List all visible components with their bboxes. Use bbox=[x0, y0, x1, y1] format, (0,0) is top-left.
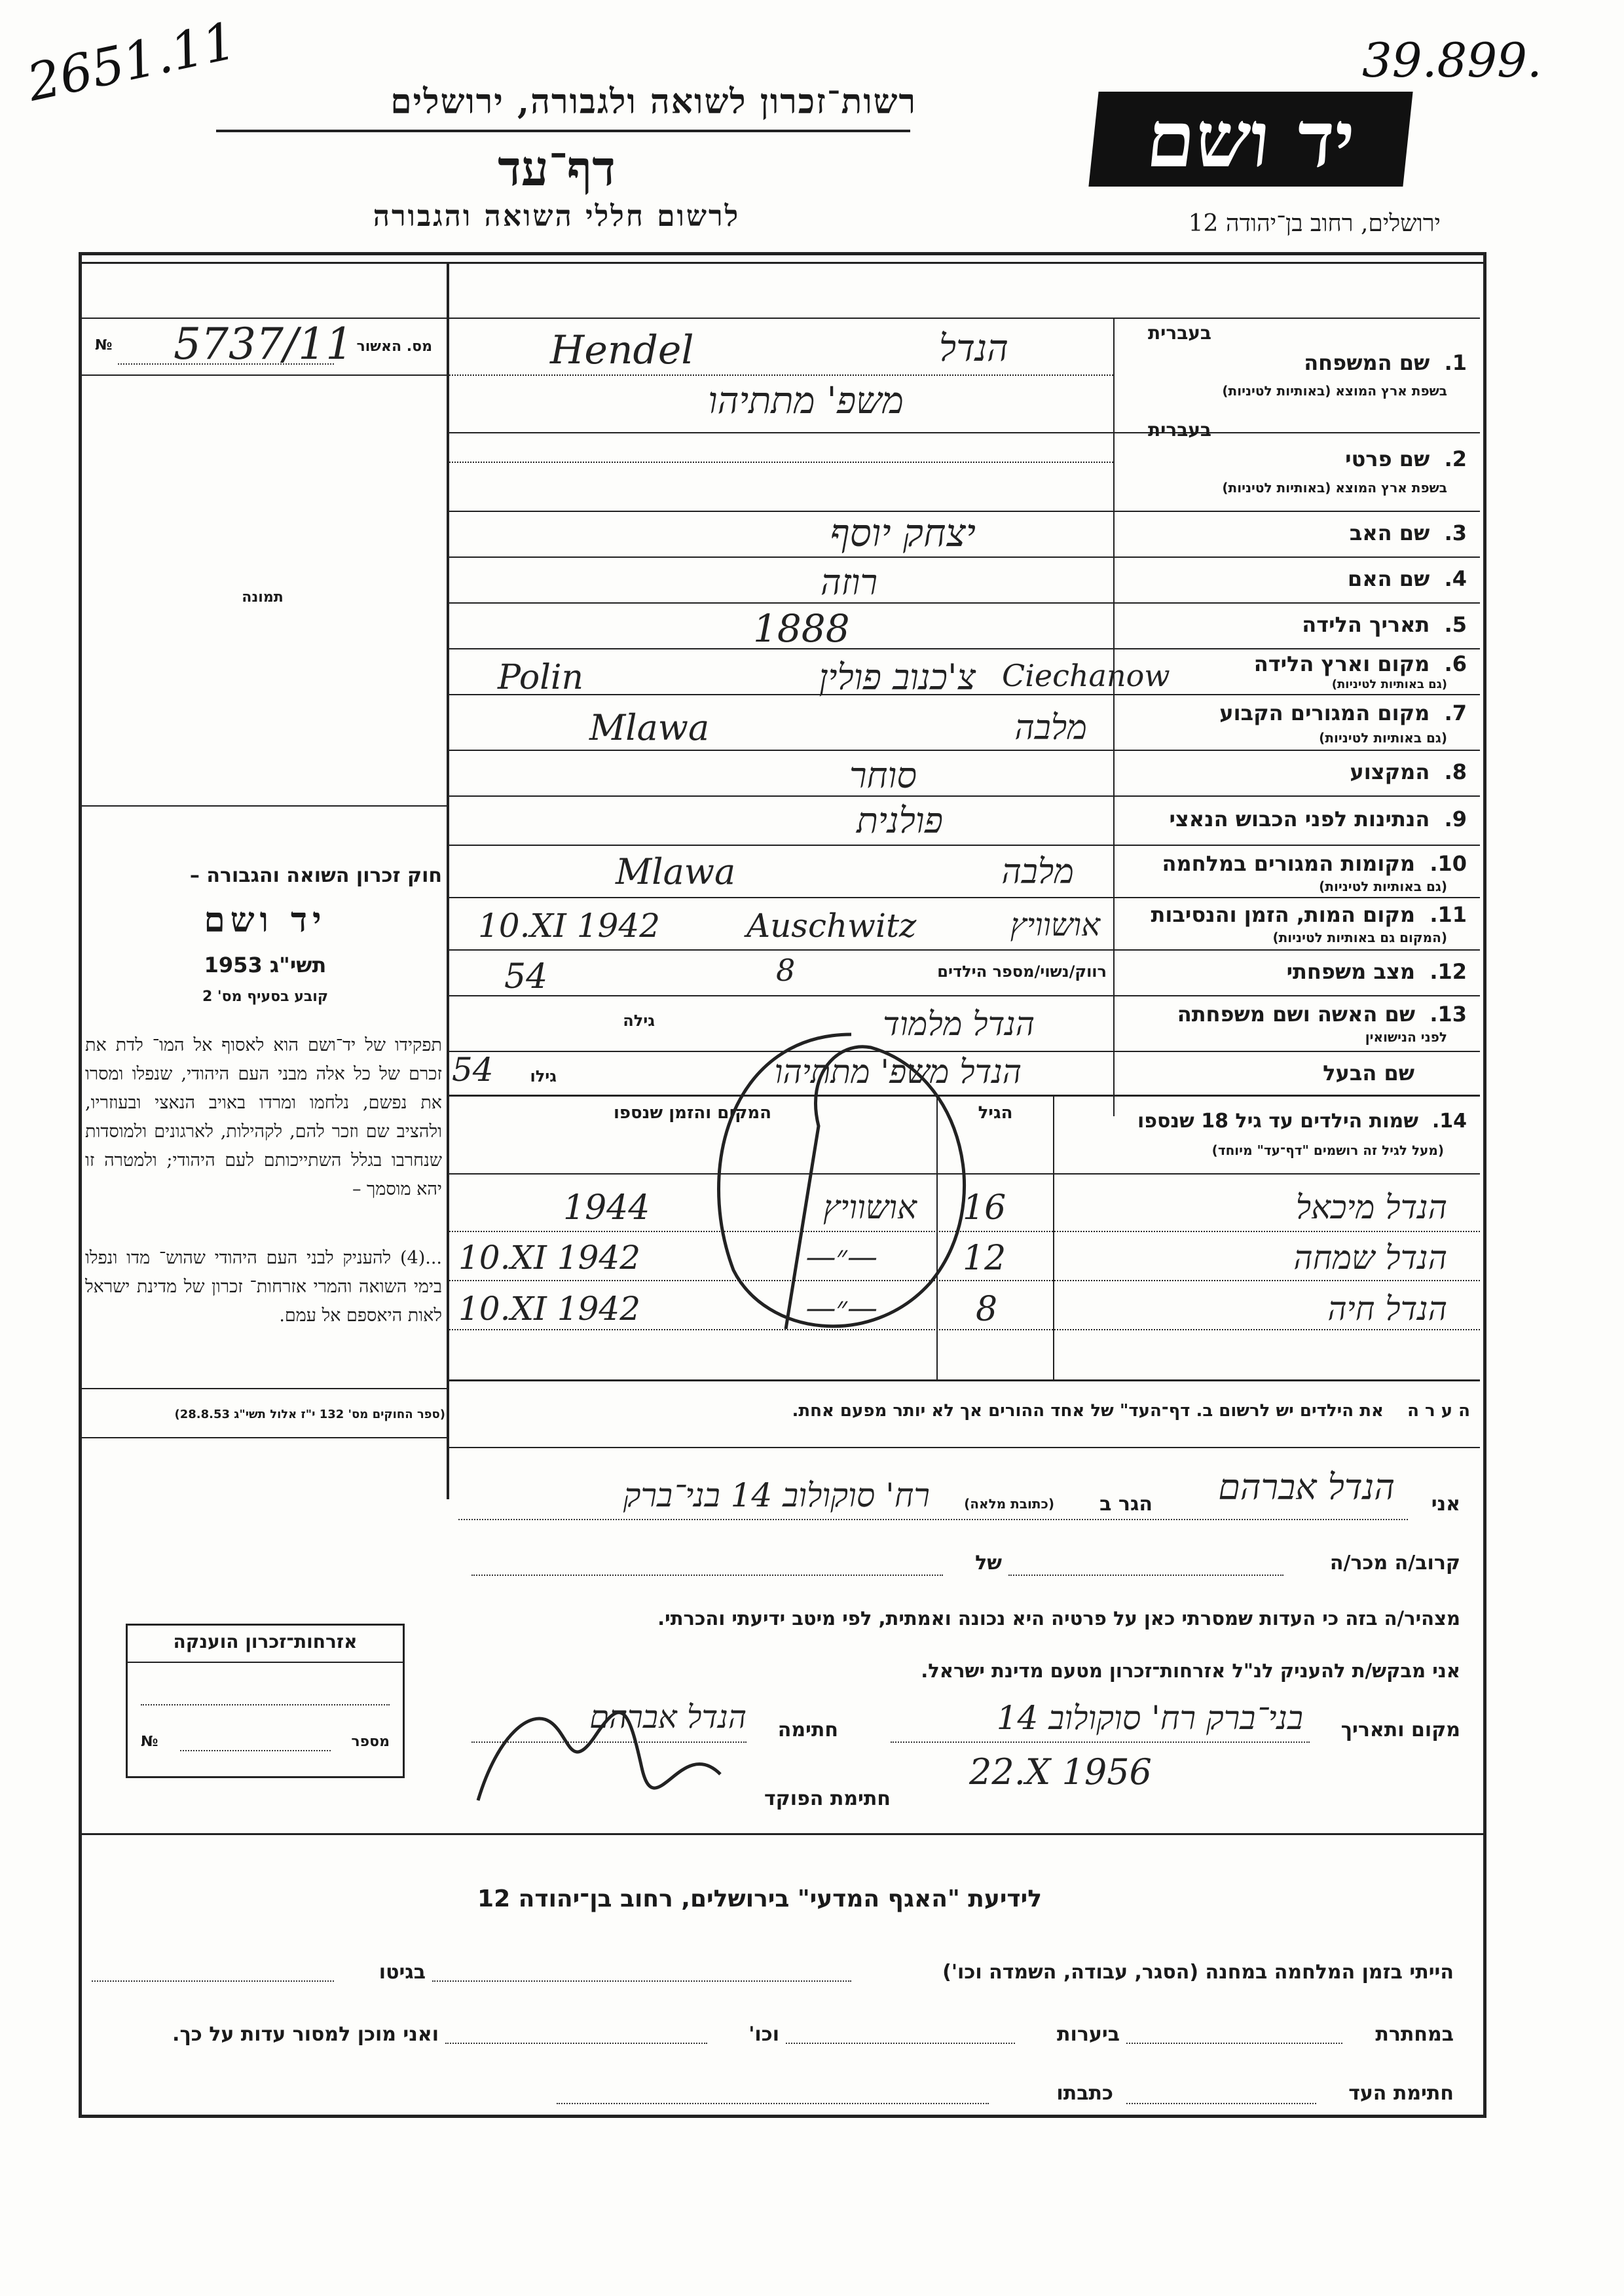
wife-age-value: 54 bbox=[504, 957, 548, 996]
child-age: 16 bbox=[963, 1188, 1006, 1228]
authority-underline bbox=[216, 130, 910, 132]
declarant-name: הנדל אברהם bbox=[1218, 1467, 1395, 1508]
child-age: 8 bbox=[976, 1290, 998, 1329]
note-text: את הילדים יש לרשום ב. דף־העד" של אחד ההורים אך לא יותר מפעם אחת. bbox=[792, 1401, 1384, 1421]
field-11-number: 11. bbox=[1430, 902, 1467, 927]
wife-age-label: גילה bbox=[623, 1011, 655, 1030]
memorial-citizenship-title: אזרחות־זכרון הוענקה bbox=[173, 1631, 358, 1652]
footer-line3-a: חתימת העד bbox=[1348, 2082, 1454, 2105]
field-10-number: 10. bbox=[1430, 851, 1467, 876]
husband-label: שם הבעל bbox=[1323, 1061, 1414, 1085]
field-11-value-date: 10.XI 1942 bbox=[478, 907, 661, 945]
authority-name: רשות־זכרון לשואה ולגבורה, ירושלים bbox=[390, 82, 917, 122]
field-10-name: מקומות המגורים במלחמה bbox=[1162, 851, 1416, 876]
field-10-value-latin: Mlawa bbox=[616, 851, 736, 892]
child-date: 10.XI 1942 bbox=[458, 1290, 641, 1328]
field-13-number: 13. bbox=[1430, 1002, 1467, 1027]
law-name: יד ושם bbox=[204, 900, 327, 940]
child-name: הנדל שמחה bbox=[1293, 1239, 1447, 1277]
law-text-paragraph-2: ...(4) להעניק לבני העם היהודי שהוש־ מדו ונפלו בימי השואה והמרי אזרחות־ זכרון של מדינת ישראל לאות היאספם אל עמם. bbox=[85, 1248, 442, 1326]
field-1-value-extra: משפ' מתתיהו bbox=[708, 380, 904, 422]
field-1-value-latin: Hendel bbox=[550, 327, 694, 373]
field-12-number: 12. bbox=[1430, 959, 1467, 984]
field-7-name: מקום המגורים הקבוע bbox=[1219, 701, 1430, 725]
field-11-sub: (המקום גם באותיות לטיניות) bbox=[1272, 930, 1447, 945]
field-1-name: שם המשפחה bbox=[1304, 350, 1430, 375]
field-2-number: 2. bbox=[1444, 446, 1467, 471]
field-7-sub: (גם באותיות לטיניות) bbox=[1319, 730, 1447, 746]
footer-line2-d: ואני מוכן למסור עדות על כך. bbox=[172, 2023, 439, 2046]
field-9-number: 9. bbox=[1444, 807, 1467, 831]
children-col-place: המקום והזמן שנספו bbox=[613, 1103, 772, 1123]
memorial-number-sign: № bbox=[141, 1734, 158, 1750]
child-place: —״— bbox=[805, 1290, 877, 1325]
field-8-name: המקצוע bbox=[1350, 759, 1430, 784]
field-6-value-latin: Ciechanow bbox=[1002, 658, 1170, 693]
left-column-divider bbox=[447, 262, 449, 1499]
handwritten-loop-mark bbox=[655, 995, 1022, 1362]
field-5-number: 5. bbox=[1444, 612, 1467, 637]
declaration-date: 22.X 1956 bbox=[969, 1751, 1152, 1793]
field-1-sub: בשפת ארץ המוצא (באותיות לטיניות) bbox=[1222, 383, 1447, 399]
field-6-name: מקום וארץ הלידה bbox=[1253, 651, 1430, 676]
field-7-value-latin: Mlawa bbox=[589, 707, 710, 748]
law-section: קובע בסעיף מס' 2 bbox=[202, 989, 329, 1005]
approval-no-sign: № bbox=[95, 337, 113, 354]
approval-number-value: 5737/11 bbox=[174, 319, 354, 369]
field-6-value-latin2: Polin bbox=[498, 658, 583, 697]
signature-value: הנדל אברהם bbox=[589, 1699, 747, 1736]
field-13-label bbox=[1120, 1002, 1467, 1027]
child-date: 10.XI 1942 bbox=[458, 1239, 641, 1277]
handwritten-signature-mark bbox=[471, 1696, 747, 1807]
children-label bbox=[1058, 1110, 1467, 1133]
declaration-statement: מצהיר/ה בזה כי העדות שמסרתי כאן על פרטיה היא נכונה ואמתית, לפי מיטב ידיעתי והכרתי. bbox=[657, 1607, 1460, 1630]
field-2-label bbox=[1120, 446, 1467, 471]
field-5-value: 1888 bbox=[753, 606, 850, 651]
field-13-sub: לפני הנישואין bbox=[1365, 1029, 1447, 1045]
field-1-label bbox=[1120, 350, 1467, 375]
law-citation: (ספר החוקים מס' 132 י"ז אלול תשי"ג 28.8.53) bbox=[174, 1408, 445, 1421]
field-5-label bbox=[1120, 612, 1467, 637]
declarant-address: רח' סוקולוב 14 בני־ברק bbox=[623, 1476, 930, 1514]
field-4-number: 4. bbox=[1444, 566, 1467, 591]
child-place: —״— bbox=[805, 1239, 877, 1274]
field-3-value: יצחק יוסף bbox=[830, 511, 976, 555]
form-subtitle: לרשום חללי השואה והגבורה bbox=[373, 200, 741, 233]
place-date-label: מקום ותאריך bbox=[1340, 1719, 1460, 1741]
husband-age-value: 54 bbox=[452, 1051, 494, 1089]
photo-placeholder-label: תמונה bbox=[242, 589, 284, 606]
field-5-name: תאריך הלידה bbox=[1302, 612, 1430, 637]
field-11-label bbox=[1120, 902, 1467, 927]
footer-line2-c: וכו' bbox=[748, 2023, 779, 2046]
field-8-number: 8. bbox=[1444, 759, 1467, 784]
children-number: 14. bbox=[1431, 1110, 1467, 1133]
husband-age-label: גילו bbox=[530, 1067, 557, 1085]
field-4-label bbox=[1120, 566, 1467, 591]
field-7-label bbox=[1120, 701, 1467, 725]
field-9-label bbox=[1120, 807, 1467, 831]
field-6-value-hebrew: צ'כנוב פולין bbox=[819, 657, 976, 698]
field-13-value: הנדל מלמוד bbox=[883, 1005, 1035, 1043]
memorial-number-label: מספר bbox=[351, 1734, 390, 1750]
field-3-number: 3. bbox=[1444, 520, 1467, 545]
declaration-resides-sub: (כתובת מלאה) bbox=[964, 1496, 1054, 1512]
footer-line1-b: בגיטו bbox=[378, 1961, 426, 1984]
footer-line2-b: ביערות bbox=[1057, 2023, 1120, 2046]
field-11-value-latin: Auschwitz bbox=[747, 907, 917, 945]
law-title: חוק זכרון השואה והגבורה – bbox=[189, 864, 442, 887]
footer-line3-b: כתבתו bbox=[1056, 2082, 1113, 2105]
handwritten-reference-number: 2651.11 bbox=[22, 11, 242, 113]
field-8-value: סוחר bbox=[849, 755, 917, 796]
child-name: הנדל חיה bbox=[1327, 1290, 1447, 1328]
declaration-resides: הגר ב bbox=[1099, 1493, 1153, 1516]
field-11-name: מקום המות, הזמן והנסיבות bbox=[1151, 902, 1416, 927]
label-column-divider bbox=[1113, 318, 1115, 1116]
field-4-value: רוזה bbox=[820, 562, 877, 603]
field-12-options: רווק/נשוי/מספר הילדים bbox=[937, 962, 1107, 981]
field-6-label bbox=[1120, 651, 1467, 676]
field-1-tag: בעברית bbox=[1147, 322, 1211, 344]
field-9-name: הנתינות לפני הכבוש הנאצי bbox=[1169, 807, 1430, 831]
field-10-value-hebrew: מלבה bbox=[1001, 852, 1074, 892]
field-12-name: מצב משפחתי bbox=[1286, 959, 1416, 984]
field-8-label bbox=[1120, 759, 1467, 784]
law-text-paragraph-1: תפקידו של יד־ושם הוא לאסוף אל המו־ לדת את זכרם של כל אלה מבני העם היהודי, שנפלו ומסרו את נפשם, נלחמו ומרדו באויב הנאצי ובעוזריו, ולהציב שם וזכר להם, לקהילות, לארגונים ולמוסדות שנחרבו בגלל השתייכותם לעם היהודי; ולמטרה זו יהא מוסמך – bbox=[85, 1035, 442, 1199]
field-3-label bbox=[1120, 520, 1467, 545]
signature-label: חתימה bbox=[777, 1719, 838, 1741]
husband-value: הנדל משפ' מתתיהו bbox=[774, 1053, 1022, 1091]
child-date: 1944 bbox=[563, 1188, 650, 1228]
memorial-citizenship-box bbox=[126, 1624, 405, 1778]
child-age: 12 bbox=[963, 1239, 1006, 1278]
note-row bbox=[458, 1401, 1470, 1421]
field-4-name: שם האם bbox=[1348, 566, 1430, 591]
field-2-name: שם פרטי bbox=[1345, 446, 1430, 471]
field-1-value-hebrew: הנדל bbox=[938, 327, 1008, 370]
declaration-ani: אני bbox=[1431, 1493, 1460, 1516]
approval-number-label: מס. האשור bbox=[356, 338, 432, 355]
field-3-name: שם האב bbox=[1349, 520, 1430, 545]
field-10-label bbox=[1120, 851, 1467, 876]
field-7-value-hebrew: מלבה bbox=[1014, 708, 1087, 748]
of-label: של bbox=[975, 1552, 1002, 1575]
field-1-number: 1. bbox=[1444, 350, 1467, 375]
field-12-children-count: 8 bbox=[776, 953, 796, 988]
children-title: שמות הילדים עד גיל 18 שנספו bbox=[1137, 1110, 1418, 1133]
address-line: ירושלים, רחוב בן־יהודה 12 bbox=[1188, 210, 1441, 237]
child-place: אושוויץ bbox=[823, 1188, 917, 1226]
law-year: תשי"ג 1953 bbox=[204, 953, 327, 977]
footer-title: לידיעת "האגף המדעי" בירושלים, רחוב בן־יהודה 12 bbox=[477, 1886, 1042, 1912]
officer-signature-label: חתימת הפוקד bbox=[764, 1787, 891, 1810]
field-11-value-hebrew: אושוויץ bbox=[1010, 907, 1100, 943]
field-9-value: פולנית bbox=[856, 800, 943, 841]
field-12-label bbox=[1120, 959, 1467, 984]
note-label: ה ע ר ה bbox=[1407, 1401, 1470, 1421]
field-2-sub: בשפת ארץ המוצא (באותיות לטיניות) bbox=[1222, 480, 1447, 496]
field-7-number: 7. bbox=[1444, 701, 1467, 725]
field-10-sub: (גם באותיות לטיניות) bbox=[1319, 879, 1447, 894]
child-name: הנדל מיכאל bbox=[1295, 1188, 1447, 1226]
children-col-age: הגיל bbox=[978, 1103, 1013, 1123]
relation-label: קרוב/ה מכר/ה bbox=[1329, 1552, 1460, 1575]
field-13-name: שם האשה ושם משפחתה bbox=[1177, 1002, 1416, 1027]
field-6-sub: (גם באותיות לטיניות) bbox=[1331, 678, 1447, 691]
field-2-tag: בעברית bbox=[1147, 419, 1211, 441]
footer-line1-a: הייתי בזמן המלחמה במחנה (הסגר, עבודה, השמדה וכו') bbox=[942, 1961, 1454, 1984]
declaration-request: אני מבקש/ת להעניק לנ"ל אזרחות־זכרון מטעם מדינת ישראל. bbox=[921, 1660, 1460, 1682]
handwritten-record-number: 39.899. bbox=[1362, 33, 1542, 88]
form-title: דף־עד bbox=[498, 141, 616, 197]
children-sub: (מעל לגיל זה רושמים "דף־עד" מיוחד) bbox=[1211, 1142, 1444, 1158]
yad-vashem-logo: יד ושם bbox=[1088, 92, 1412, 187]
footer-line2-a: במחתרת bbox=[1375, 2023, 1454, 2046]
field-6-number: 6. bbox=[1444, 651, 1467, 676]
place-value: בני־ברק רח' סוקולוב 14 bbox=[996, 1699, 1303, 1737]
